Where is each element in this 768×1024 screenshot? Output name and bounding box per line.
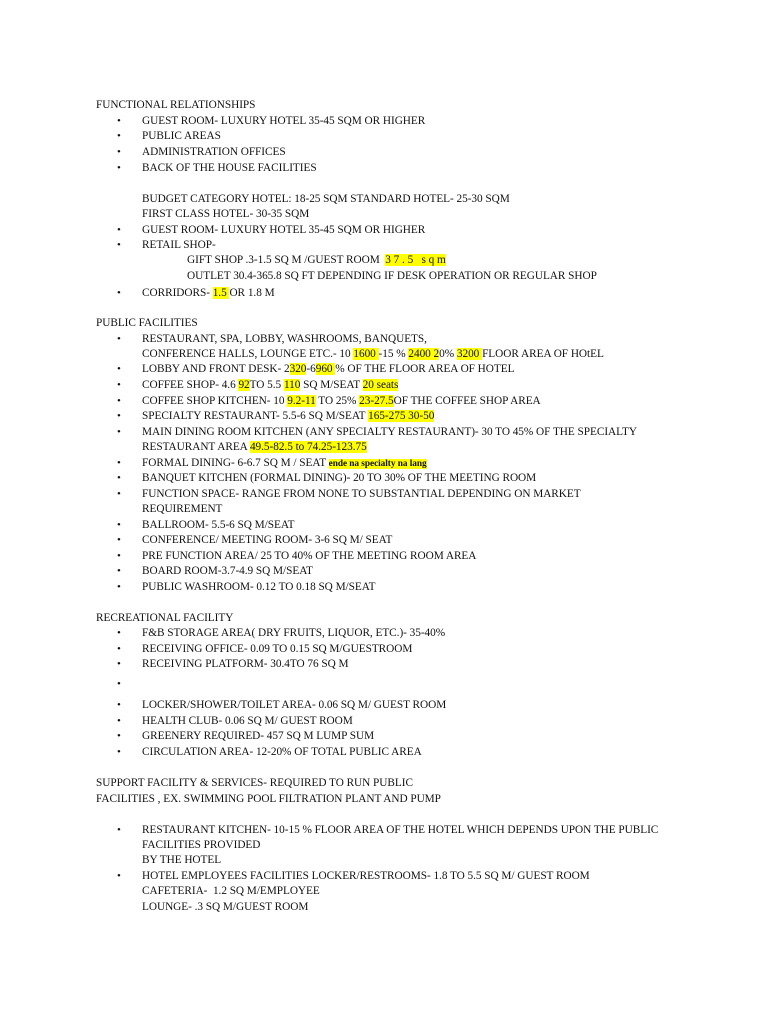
text-run: LOUNGE- .3 SQ M/GUEST ROOM	[142, 901, 309, 913]
text-run: RESTAURANT KITCHEN- 10-15 % FLOOR AREA OF THE HOTEL WHICH DEPENDS UPON THE PUBLIC	[142, 824, 659, 836]
text-run: PUBLIC FACILITIES	[96, 317, 198, 329]
list-item	[142, 471, 536, 486]
highlighted-text: 1.5	[212, 287, 230, 299]
bullet-marker: •	[117, 870, 121, 882]
text-run: PUBLIC AREAS	[142, 130, 221, 142]
bullet-marker: •	[117, 581, 121, 593]
text-run: OR 1.8 M	[229, 287, 275, 299]
highlighted-text: 110	[283, 379, 301, 391]
text-run: COFFEE SHOP KITCHEN- 10	[142, 395, 288, 407]
list-item	[142, 869, 590, 884]
bullet-marker: •	[117, 824, 121, 836]
text-run: REQUIREMENT	[142, 503, 223, 515]
text-line	[187, 269, 597, 284]
bullet-marker: •	[117, 162, 121, 174]
text-run: FUNCTION SPACE- RANGE FROM NONE TO SUBSTANTIAL DEPENDING ON MARKET	[142, 488, 581, 500]
list-item	[142, 626, 445, 641]
text-run: BANQUET KITCHEN (FORMAL DINING)- 20 TO 30% OF THE MEETING ROOM	[142, 472, 537, 484]
text-line	[142, 900, 308, 915]
list-item	[142, 378, 398, 393]
text-run: LOBBY AND FRONT DESK- 2	[142, 363, 290, 375]
text-run: MAIN DINING ROOM KITCHEN (ANY SPECIALTY RESTAURANT)- 30 TO 45% OF THE SPECIALTY	[142, 426, 637, 438]
bullet-marker: •	[117, 472, 121, 484]
list-item	[142, 129, 221, 144]
text-run: RESTAURANT, SPA, LOBBY, WASHROOMS, BANQUETS,	[142, 333, 427, 345]
bullet-marker: •	[117, 678, 121, 690]
text-run: RESTAURANT AREA	[142, 441, 250, 453]
list-item	[142, 238, 216, 253]
bullet-marker: •	[117, 534, 121, 546]
text-run: BUDGET CATEGORY HOTEL: 18-25 SQM STANDARD HOTEL- 25-30 SQM	[142, 193, 510, 205]
list-item	[142, 286, 275, 301]
bullet-marker: •	[117, 488, 121, 500]
highlighted-text: 92	[238, 379, 250, 391]
text-run: FIRST CLASS HOTEL- 30-35 SQM	[142, 208, 310, 220]
highlighted-text: 3 7 . 5 s q m	[385, 254, 446, 266]
text-run: CONFERENCE/ MEETING ROOM- 3-6 SQ M/ SEAT	[142, 534, 393, 546]
text-run: F&B STORAGE AREA( DRY FRUITS, LIQUOR, ETC.)- 35-40%	[142, 627, 446, 639]
highlighted-text: 165-275 30-50	[368, 410, 435, 422]
text-run: CONFERENCE HALLS, LOUNGE ETC.- 10	[142, 348, 354, 360]
bullet-marker: •	[117, 627, 121, 639]
bullet-marker: •	[117, 565, 121, 577]
bullet-marker: •	[117, 379, 121, 391]
text-line	[96, 98, 255, 113]
text-run: GREENERY REQUIRED- 457 SQ M LUMP SUM	[142, 730, 375, 742]
bullet-marker: •	[117, 224, 121, 236]
list-item	[142, 487, 581, 502]
text-run: SUPPORT FACILITY & SERVICES- REQUIRED TO RUN PUBLIC	[96, 777, 413, 789]
text-run: FACILITIES , EX. SWIMMING POOL FILTRATION PLANT AND PUMP	[96, 793, 441, 805]
list-item	[142, 564, 313, 579]
bullet-marker: •	[117, 115, 121, 127]
list-item	[142, 456, 427, 471]
list-item	[142, 657, 348, 672]
list-item	[142, 642, 412, 657]
text-line	[142, 347, 604, 362]
highlighted-text: ende na specialty na lang	[328, 459, 427, 469]
bullet-marker: •	[117, 363, 121, 375]
text-run: RECEIVING OFFICE- 0.09 TO 0.15 SQ M/GUESTROOM	[142, 643, 413, 655]
highlighted-text: 960	[315, 363, 336, 375]
bullet-marker: •	[117, 658, 121, 670]
list-item	[142, 114, 425, 129]
list-item	[142, 698, 446, 713]
bullet-marker: •	[117, 519, 121, 531]
text-run: FUNCTIONAL RELATIONSHIPS	[96, 99, 256, 111]
text-line	[96, 611, 233, 626]
bullet-marker: •	[117, 457, 121, 469]
text-run: OF THE COFFEE SHOP AREA	[393, 395, 541, 407]
list-item	[142, 394, 541, 409]
highlighted-text: 3200	[456, 348, 483, 360]
text-run: CORRIDORS-	[142, 287, 213, 299]
text-run: HOTEL EMPLOYEES FACILITIES LOCKER/RESTROOMS- 1.8 TO 5.5 SQ M/ GUEST ROOM	[142, 870, 590, 882]
list-item	[142, 745, 422, 760]
text-run: SQ M/SEAT	[300, 379, 363, 391]
text-line	[187, 253, 446, 268]
list-item	[142, 580, 375, 595]
list-item	[142, 714, 353, 729]
text-run: PUBLIC WASHROOM- 0.12 TO 0.18 SQ M/SEAT	[142, 581, 376, 593]
list-item	[142, 823, 658, 838]
text-run: GUEST ROOM- LUXURY HOTEL 35-45 SQM OR HIGHER	[142, 115, 426, 127]
text-line	[142, 838, 260, 853]
text-run: OUTLET 30.4-365.8 SQ FT DEPENDING IF DESK OPERATION OR REGULAR SHOP	[187, 270, 597, 282]
highlighted-text: 20 seats	[362, 379, 399, 391]
text-run: LOCKER/SHOWER/TOILET AREA- 0.06 SQ M/ GUEST ROOM	[142, 699, 447, 711]
text-run: RETAIL SHOP-	[142, 239, 216, 251]
text-run: FLOOR AREA OF HOtEL	[482, 348, 604, 360]
bullet-marker: •	[117, 715, 121, 727]
text-run: -15 %	[378, 348, 409, 360]
bullet-marker: •	[117, 426, 121, 438]
list-item	[142, 145, 286, 160]
bullet-marker: •	[117, 730, 121, 742]
text-run: COFFEE SHOP- 4.6	[142, 379, 239, 391]
text-line	[142, 440, 367, 455]
bullet-marker: •	[117, 333, 121, 345]
text-run: ADMINISTRATION OFFICES	[142, 146, 286, 158]
list-item	[142, 161, 317, 176]
text-run: GIFT SHOP .3-1.5 SQ M /GUEST ROOM	[187, 254, 386, 266]
text-line	[96, 316, 198, 331]
text-line	[96, 776, 413, 791]
text-run: BY THE HOTEL	[142, 854, 222, 866]
text-run: FACILITIES PROVIDED	[142, 839, 261, 851]
text-line	[142, 207, 309, 222]
text-line	[142, 853, 221, 868]
bullet-marker: •	[117, 130, 121, 142]
text-run: CAFETERIA- 1.2 SQ M/EMPLOYEE	[142, 885, 320, 897]
text-run: TO 25%	[315, 395, 360, 407]
text-line	[96, 792, 441, 807]
list-item	[142, 332, 427, 347]
highlighted-text: 2400 2	[408, 348, 440, 360]
bullet-marker: •	[117, 410, 121, 422]
text-run: -6	[306, 363, 316, 375]
bullet-marker: •	[117, 699, 121, 711]
list-item	[142, 549, 476, 564]
list-item	[142, 425, 637, 440]
text-run: HEALTH CLUB- 0.06 SQ M/ GUEST ROOM	[142, 715, 353, 727]
text-run: 0%	[439, 348, 457, 360]
text-run: FORMAL DINING- 6-6.7 SQ M / SEAT	[142, 457, 329, 469]
text-line	[142, 192, 510, 207]
highlighted-text: 23-27.5	[359, 395, 394, 407]
text-run: CIRCULATION AREA- 12-20% OF TOTAL PUBLIC AREA	[142, 746, 422, 758]
list-item	[142, 729, 374, 744]
highlighted-text: 9.2-11	[287, 395, 316, 407]
text-run: RECREATIONAL FACILITY	[96, 612, 234, 624]
text-run: BOARD ROOM-3.7-4.9 SQ M/SEAT	[142, 565, 313, 577]
text-line	[142, 502, 222, 517]
bullet-marker: •	[117, 746, 121, 758]
text-run: TO 5.5	[249, 379, 284, 391]
list-item	[142, 409, 434, 424]
highlighted-text: 1600	[353, 348, 379, 360]
text-run: PRE FUNCTION AREA/ 25 TO 40% OF THE MEETING ROOM AREA	[142, 550, 477, 562]
bullet-marker: •	[117, 287, 121, 299]
bullet-marker: •	[117, 643, 121, 655]
text-line	[142, 884, 320, 899]
bullet-marker: •	[117, 239, 121, 251]
list-item	[142, 362, 514, 377]
text-run: BACK OF THE HOUSE FACILITIES	[142, 162, 317, 174]
bullet-marker: •	[117, 146, 121, 158]
text-run: GUEST ROOM- LUXURY HOTEL 35-45 SQM OR HIGHER	[142, 224, 426, 236]
list-item	[142, 223, 425, 238]
text-run: % OF THE FLOOR AREA OF HOTEL	[335, 363, 515, 375]
highlighted-text: 320	[289, 363, 307, 375]
bullet-marker: •	[117, 550, 121, 562]
list-item	[142, 533, 392, 548]
text-run: SPECIALTY RESTAURANT- 5.5-6 SQ M/SEAT	[142, 410, 369, 422]
list-item	[142, 518, 295, 533]
bullet-marker: •	[117, 395, 121, 407]
text-run: RECEIVING PLATFORM- 30.4TO 76 SQ M	[142, 658, 349, 670]
text-run: BALLROOM- 5.5-6 SQ M/SEAT	[142, 519, 295, 531]
highlighted-text: 49.5-82.5 to 74.25-123.75	[249, 441, 367, 453]
